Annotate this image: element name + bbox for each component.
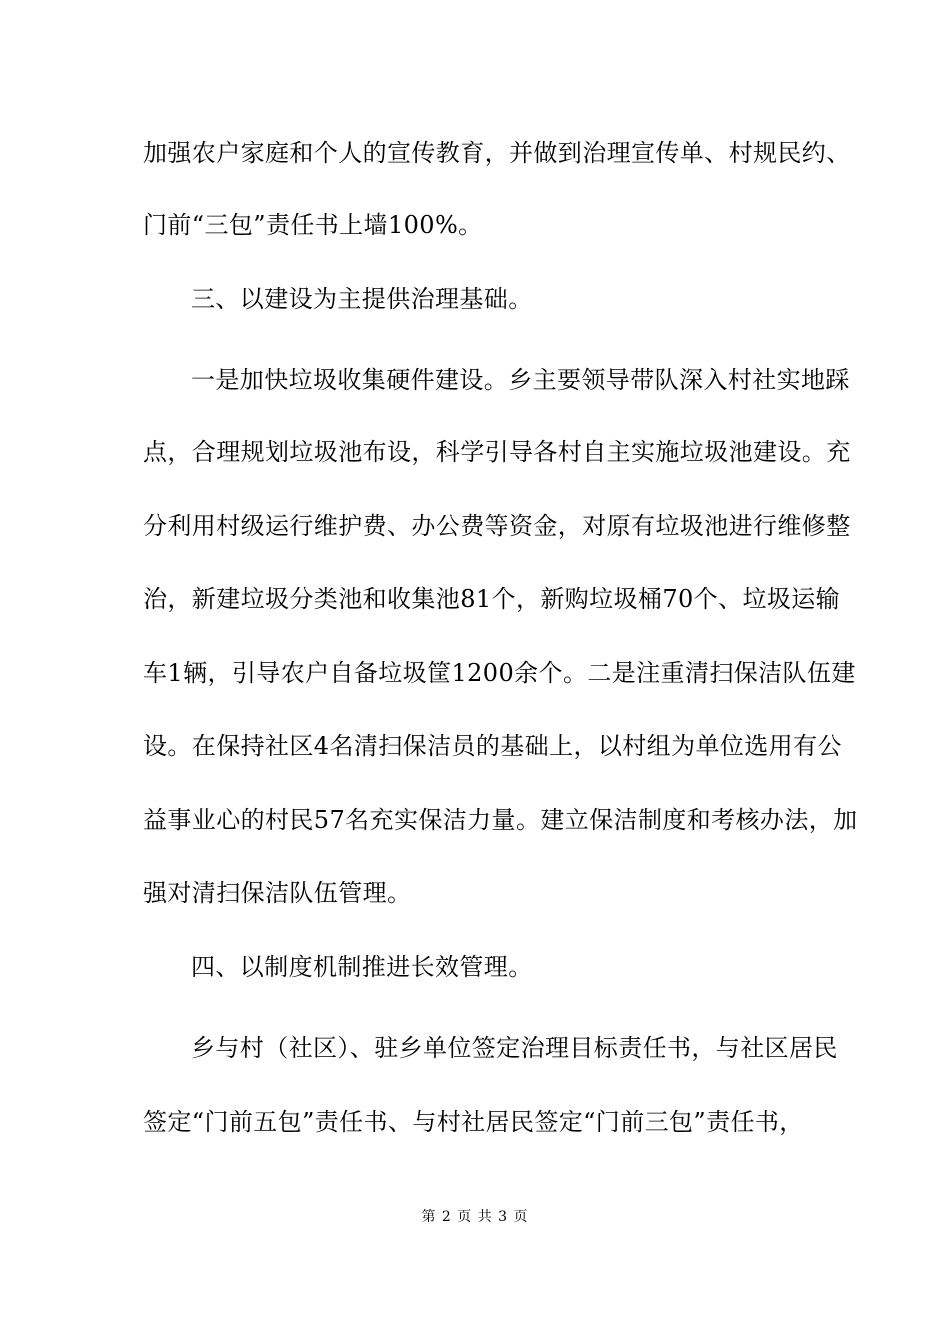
text-line: 设。在保持社区4名清扫保洁员的基础上，以村组为单位选用有公 (143, 732, 842, 760)
text-line: 一是加快垃圾收集硬件建设。乡主要领导带队深入村社实地踩 (191, 366, 850, 394)
page-number-footer: 第 2 页 共 3 页 (421, 1209, 529, 1225)
text-line: 分利用村级运行维护费、办公费等资金，对原有垃圾池进行维修整 (143, 512, 851, 540)
text-line: 签定“门前五包”责任书、与村社居民签定“门前三包”责任书， (143, 1108, 804, 1136)
section-heading: 三、以建设为主提供治理基础。 (191, 285, 533, 313)
text-line: 治，新建垃圾分类池和收集池81个，新购垃圾桶70个、垃圾运输 (143, 585, 841, 613)
text-line: 强对清扫保洁队伍管理。 (143, 879, 412, 907)
text-line: 加强农户家庭和个人的宣传教育，并做到治理宣传单、村规民约、 (143, 139, 851, 167)
text-line: 乡与村（社区）、驻乡单位签定治理目标责任书，与社区居民 (191, 1034, 838, 1062)
text-line: 车1辆，引导农户自备垃圾筐1200余个。二是注重清扫保洁队伍建 (143, 659, 856, 687)
text-line: 益事业心的村民57名充实保洁力量。建立保洁制度和考核办法，加 (143, 806, 858, 834)
text-line: 点，合理规划垃圾池布设，科学引导各村自主实施垃圾池建设。充 (143, 438, 851, 466)
text-line: 门前“三包”责任书上墙100%。 (143, 211, 483, 239)
section-heading: 四、以制度机制推进长效管理。 (191, 953, 533, 981)
